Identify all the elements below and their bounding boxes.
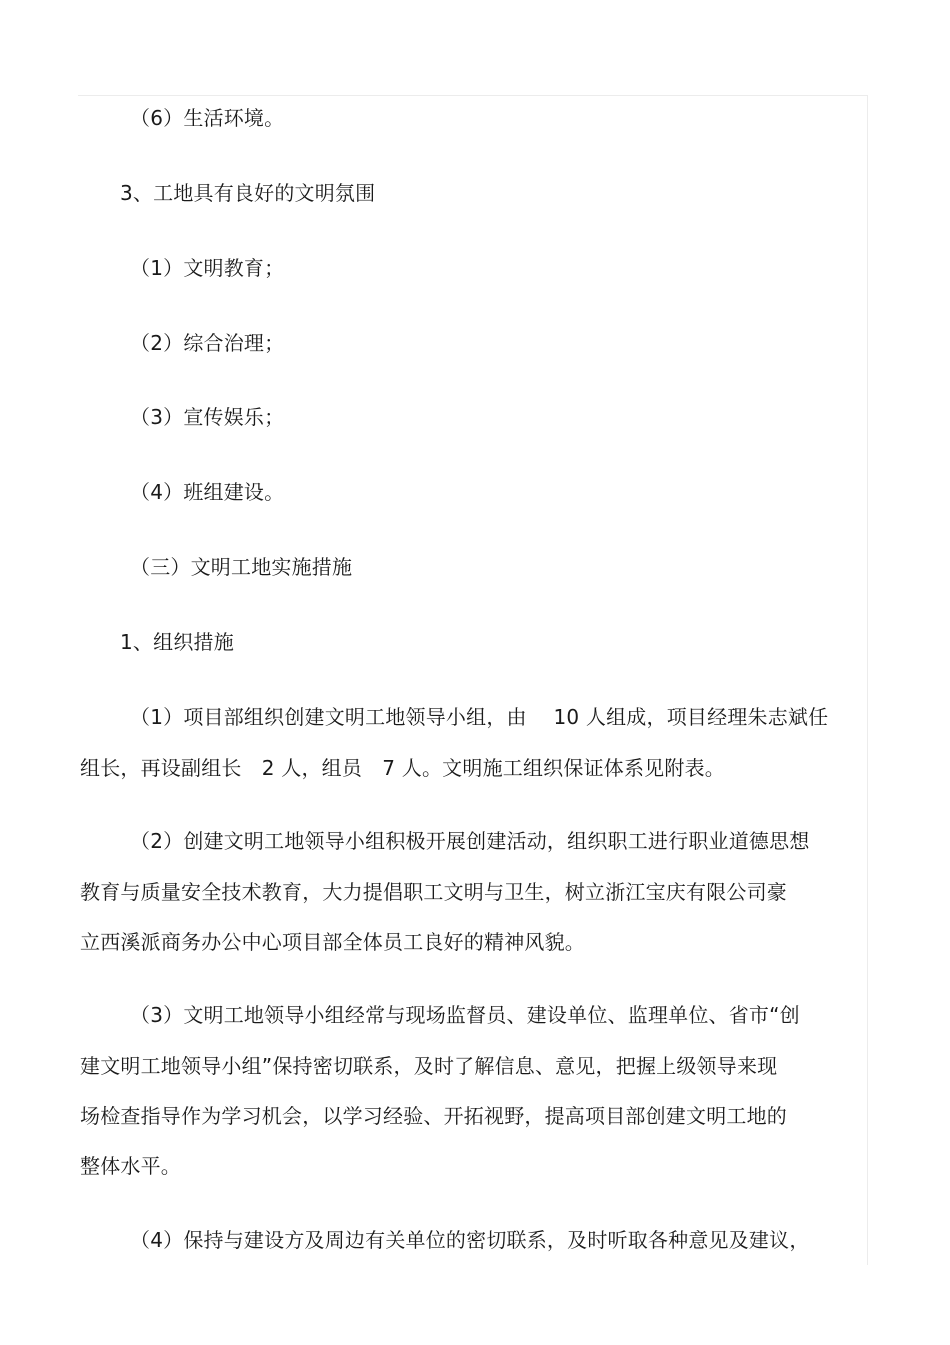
paragraph-2-line-3: 立西溪派商务办公中心项目部全体员工良好的精神风貌。 bbox=[80, 930, 585, 954]
subsection-heading-organizational-measures: 1、组织措施 bbox=[120, 630, 234, 654]
paragraph-2-line-2: 教育与质量安全技术教育，大力提倡职工文明与卫生，树立浙江宝庆有限公司豪 bbox=[80, 880, 787, 904]
paragraph-3-line-3: 场检查指导作为学习机会，以学习经验、开拓视野，提高项目部创建文明工地的 bbox=[80, 1104, 787, 1128]
paragraph-3-line-1: （3）文明工地领导小组经常与现场监督员、建设单位、监理单位、省市“创 bbox=[130, 1003, 800, 1027]
paragraph-3-line-4: 整体水平。 bbox=[80, 1154, 181, 1178]
list-item-publicity-entertainment: （3）宣传娱乐； bbox=[130, 405, 285, 429]
paragraph-2-line-1: （2）创建文明工地领导小组积极开展创建活动，组织职工进行职业道德思想 bbox=[130, 829, 810, 853]
list-item-civilized-education: （1）文明教育； bbox=[130, 256, 285, 280]
list-item-comprehensive-governance: （2）综合治理； bbox=[130, 331, 285, 355]
paragraph-1-line-2: 组长，再设副组长 2 人，组员 7 人。文明施工组织保证体系见附表。 bbox=[80, 756, 725, 780]
section-heading-civilized-atmosphere: 3、工地具有良好的文明氛围 bbox=[120, 181, 376, 205]
list-item-living-environment: （6）生活环境。 bbox=[130, 106, 285, 130]
section-heading-implementation-measures: （三）文明工地实施措施 bbox=[130, 555, 353, 579]
paragraph-3-line-2: 建文明工地领导小组”保持密切联系，及时了解信息、意见，把握上级领导来现 bbox=[80, 1054, 778, 1078]
paragraph-1-line-1: （1）项目部组织创建文明工地领导小组，由 10 人组成，项目经理朱志斌任 bbox=[130, 705, 829, 729]
paragraph-4-line-1: （4）保持与建设方及周边有关单位的密切联系，及时听取各种意见及建议， bbox=[130, 1228, 810, 1252]
list-item-team-building: （4）班组建设。 bbox=[130, 480, 285, 504]
